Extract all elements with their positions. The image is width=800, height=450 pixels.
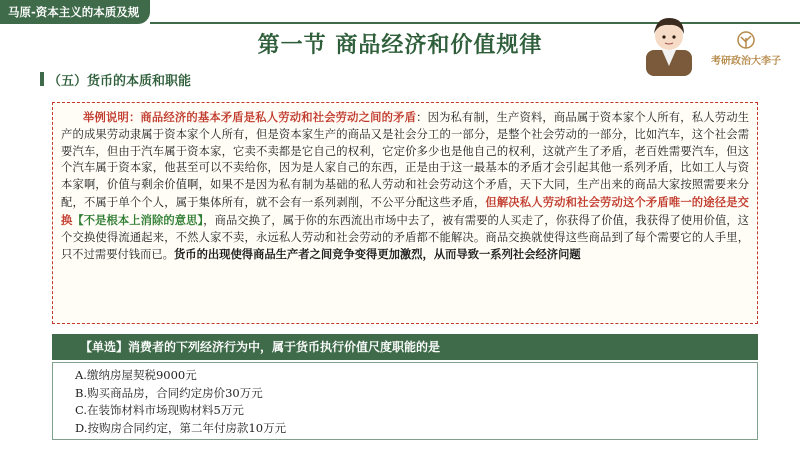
exchange-note: 【不是根本上消除的意思】	[72, 212, 204, 227]
section-marker	[40, 72, 44, 86]
example-body-2: ，商品交换了，属于你的东西流出市场中去了，被有需要的人买走了，你获得了价值，我获得了使用价值，这个交换使得流通起来，不然人家不卖，永远私人劳动和社会劳动的矛盾都不能解决。商品交换就使得这些商品到了每个需要它的人手里，只不过需要付钱而已。	[61, 213, 749, 262]
presenter-avatar-illustration	[640, 10, 698, 76]
page-title: 第一节 商品经济和价值规律	[257, 33, 543, 58]
option-c[interactable]: C.在装饰材料市场现购材料5万元	[75, 403, 244, 417]
brand-name: 考研政治大李子	[711, 56, 781, 67]
options-list	[52, 362, 758, 440]
header-rule	[150, 22, 800, 24]
question-stem: 【单选】消费者的下列经济行为中，属于货币执行价值尺度职能的是	[52, 334, 758, 360]
example-paragraph	[52, 102, 758, 324]
section-label: （五）货币的本质和职能	[48, 74, 192, 89]
section-heading	[48, 70, 191, 89]
chapter-tab: 马原-资本主义的本质及规律	[0, 0, 150, 24]
example-lead: 举例说明：商品经济的基本矛盾是私人劳动和社会劳动之间的矛盾	[83, 110, 417, 124]
option-a[interactable]: A.缴纳房屋契税9000元	[75, 368, 197, 382]
example-conclusion: 货币的出现使得商品生产者之间竞争变得更加激烈，从而导致一系列社会经济问题	[173, 247, 581, 262]
option-d[interactable]: D.按购房合同约定，第二年付房款10万元	[75, 420, 287, 435]
brand-logo	[700, 30, 792, 70]
option-b[interactable]: B.购买商品房，合同约定房价30万元	[75, 385, 263, 400]
tree-icon	[700, 30, 792, 52]
example-body-1: ：因为私有制，生产资料，商品属于资本家个人所有，私人劳动生产的成果劳动隶属于资本家个人所有，但是资本家生产的商品又是社会分工的一部分，是整个社会劳动的一部分，比如汽车，这个社会需要汽车，但由于汽车属于资本家，它卖不卖都是它自己的权利，它定价多少也是他自己的权利，这就产生了矛盾，老百姓需要汽车，但这个汽车属于资本家，他甚至可以不卖给你，因为是人家自己的东西，正是由于这一最基本的矛盾才会引起其他一系列矛盾，比如工人与资本家啊，价值与剩余价值啊，如果不是因为私有制为基础的私人劳动和社会劳动这个矛盾，天下大同，生产出来的商品大家按照需要来分配，不属于单个个人，属于集体所有，就不会有一系列剥削，不公平分配这些矛盾，	[61, 111, 749, 209]
exchange-emphasis: 但解决私人劳动和社会劳动这个矛盾唯一的途径是交换	[61, 194, 749, 227]
